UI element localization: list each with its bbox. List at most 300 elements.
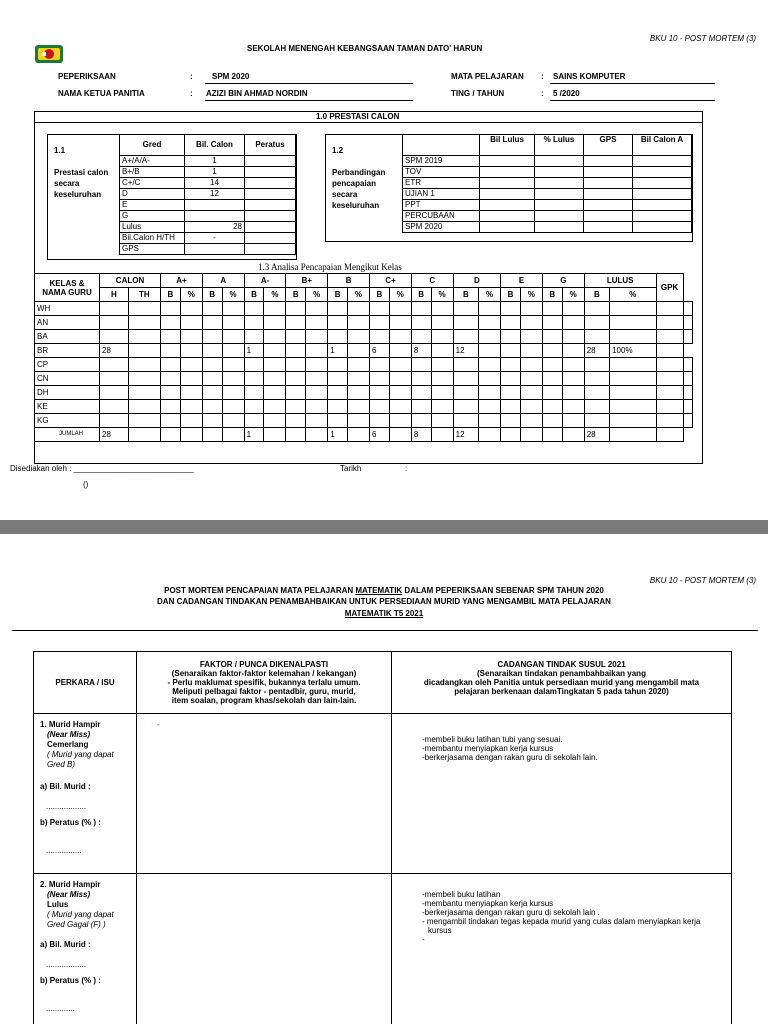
class-cell (128, 358, 160, 372)
comparison-cell (633, 178, 692, 189)
comparison-row (403, 189, 692, 200)
header-calon: CALON (100, 274, 161, 288)
class-cell (100, 316, 129, 330)
grade-cell (245, 178, 296, 189)
class-row (35, 400, 693, 414)
class-name: WH (35, 302, 100, 316)
section-1-2-number: 1.2 (332, 146, 344, 155)
class-cell (431, 316, 453, 330)
comparison-cell (480, 200, 535, 211)
class-cell: 1 (244, 428, 264, 442)
action-item: -berkerjasama dengan rakan guru di sekolah lain . (422, 908, 600, 917)
title-subject: MATEMATIK (355, 586, 403, 595)
class-name: BA (35, 330, 100, 344)
header-cadangan-sub: (Senaraikan tindakan penambahbaikan yang (477, 669, 646, 678)
class-cell (244, 372, 264, 386)
class-cell (431, 302, 453, 316)
header-grade: B (328, 274, 370, 288)
class-cell (347, 414, 369, 428)
header-grade: A- (244, 274, 286, 288)
class-cell (244, 316, 264, 330)
grade-cell: 1 (185, 167, 245, 178)
grade-cell: Bil.Calon H/TH (120, 233, 185, 244)
class-cell (128, 386, 160, 400)
class-cell (431, 372, 453, 386)
comparison-cell (535, 222, 584, 233)
class-cell (610, 428, 656, 442)
grade-cell (185, 244, 245, 255)
grade-row (120, 189, 296, 200)
class-cell (520, 316, 542, 330)
class-cell (501, 358, 521, 372)
class-cell (610, 330, 656, 344)
grade-cell (245, 233, 296, 244)
header-grade: C (411, 274, 453, 288)
class-cell (542, 344, 562, 358)
grade-cell: E (120, 200, 185, 211)
colon: : (190, 89, 193, 98)
section-1-2-desc: Perbandingan pencapaian secara keseluruhan (332, 168, 386, 210)
date-label: Tarikh (340, 464, 362, 473)
header-row (35, 274, 693, 288)
class-cell (479, 358, 501, 372)
class-cell (520, 386, 542, 400)
comparison-cell (633, 222, 692, 233)
class-cell (542, 386, 562, 400)
comparison-cell (480, 156, 535, 167)
class-cell (389, 344, 411, 358)
class-cell (562, 372, 584, 386)
class-cell (501, 330, 521, 344)
class-cell (562, 302, 584, 316)
action-item: -membantu menyiapkan kerja kursus (422, 744, 554, 753)
class-cell (161, 316, 181, 330)
header-grade: E (501, 274, 543, 288)
class-cell (389, 358, 411, 372)
class-cell (656, 358, 683, 372)
class-cell (479, 316, 501, 330)
class-cell (656, 344, 683, 358)
subheader-b: B (411, 288, 431, 302)
class-cell (180, 400, 202, 414)
cadangan-cell-1 (392, 714, 732, 874)
subheader-pct: % (389, 288, 411, 302)
subheader-pct: % (306, 288, 328, 302)
school-name: SEKOLAH MENENGAH KEBANGSAAN TAMAN DATO' HARUN (247, 44, 483, 53)
class-cell (347, 344, 369, 358)
class-cell (389, 400, 411, 414)
grade-cell (245, 222, 296, 233)
class-cell (370, 330, 390, 344)
class-cell (453, 400, 478, 414)
grade-row (120, 156, 296, 167)
comparison-row (403, 178, 692, 189)
comparison-cell (633, 156, 692, 167)
class-cell (347, 400, 369, 414)
class-cell (180, 302, 202, 316)
class-cell (328, 330, 348, 344)
class-cell (128, 344, 160, 358)
grade-cell: G (120, 211, 185, 222)
class-cell (479, 330, 501, 344)
colon: : (190, 72, 193, 81)
class-cell (479, 302, 501, 316)
class-cell: 6 (370, 344, 390, 358)
class-cell (411, 302, 431, 316)
post-mortem-title (0, 586, 768, 595)
class-cell (520, 428, 542, 442)
colon: : (541, 89, 544, 98)
class-cell (128, 330, 160, 344)
page-2 (0, 534, 768, 1024)
grade-cell: 14 (185, 178, 245, 189)
grade-row (120, 233, 296, 244)
action-item: - (422, 935, 425, 944)
action-plan-table (33, 651, 732, 1024)
class-cell (542, 358, 562, 372)
issue-note: ( Murid yang dapat Gred B) (47, 750, 114, 769)
class-cell (683, 372, 692, 386)
subheader-pct: % (479, 288, 501, 302)
section-title: 1.0 PRESTASI CALON (316, 112, 400, 121)
class-cell (501, 316, 521, 330)
class-cell (161, 344, 181, 358)
form-reference: BKU 10 - POST MORTEM (3) (649, 34, 756, 43)
comparison-cell (584, 200, 633, 211)
comparison-cell (480, 189, 535, 200)
grade-cell (245, 156, 296, 167)
class-row (35, 428, 693, 442)
class-cell (100, 302, 129, 316)
header-cadangan (392, 652, 732, 714)
class-cell (180, 330, 202, 344)
class-cell: 8 (411, 428, 431, 442)
class-cell (479, 386, 501, 400)
class-cell (453, 414, 478, 428)
subheader-b: B (244, 288, 264, 302)
grade-cell: 12 (185, 189, 245, 200)
class-cell (100, 372, 129, 386)
grade-cell: A+/A/A- (120, 156, 185, 167)
class-cell (656, 302, 683, 316)
header-faktor-title: FAKTOR / PUNCA DIKENALPASTI (199, 660, 329, 669)
class-cell (656, 414, 683, 428)
comparison-cell (535, 178, 584, 189)
class-name: KE (35, 400, 100, 414)
class-cell (453, 302, 478, 316)
class-cell (501, 386, 521, 400)
grade-cell: B+/B (120, 167, 185, 178)
class-cell (683, 330, 692, 344)
class-cell (161, 414, 181, 428)
class-cell (501, 302, 521, 316)
divider (34, 122, 702, 123)
class-row (35, 302, 693, 316)
class-cell (683, 316, 692, 330)
class-cell (610, 386, 656, 400)
class-cell (202, 428, 222, 442)
header-bil-lulus: Bil Lulus (480, 135, 535, 156)
underline (205, 100, 413, 101)
underline (550, 83, 715, 84)
class-cell (202, 414, 222, 428)
class-row (35, 316, 693, 330)
class-cell (411, 372, 431, 386)
class-cell (542, 372, 562, 386)
title-subject: MATEMATIK (344, 609, 392, 618)
class-name: KG (35, 414, 100, 428)
class-name: CP (35, 358, 100, 372)
class-cell (264, 330, 286, 344)
class-cell (453, 316, 478, 330)
class-cell: 1 (328, 428, 348, 442)
comparison-row (403, 200, 692, 211)
class-cell (584, 358, 609, 372)
class-cell (347, 386, 369, 400)
class-cell (683, 400, 692, 414)
class-cell (562, 344, 584, 358)
grade-row (120, 211, 296, 222)
class-row (35, 372, 693, 386)
class-name: AN (35, 316, 100, 330)
issue-near-miss-lulus (34, 874, 137, 1024)
class-cell (584, 316, 609, 330)
header-bil-calon-a: Bil Calon A (633, 135, 692, 156)
underline (550, 100, 715, 101)
class-cell (202, 316, 222, 330)
header-faktor-note: - Perlu maklumat spesifik, bukannya terlalu umum. (167, 678, 361, 687)
subheader-b: B (584, 288, 609, 302)
subheader-b: B (453, 288, 478, 302)
class-cell (328, 358, 348, 372)
class-cell (264, 316, 286, 330)
comparison-row (403, 167, 692, 178)
student-count-blank: .................. (46, 960, 87, 969)
class-cell (562, 330, 584, 344)
comparison-label: UJIAN 1 (403, 189, 480, 200)
class-cell (264, 400, 286, 414)
class-cell (389, 428, 411, 442)
class-analysis-table (34, 273, 693, 442)
class-cell (306, 400, 328, 414)
class-cell (683, 302, 692, 316)
class-cell (100, 414, 129, 428)
class-cell (479, 428, 501, 442)
class-cell (128, 428, 160, 442)
class-cell (347, 372, 369, 386)
class-cell (286, 414, 306, 428)
student-count-label: a) Bil. Murid : (40, 940, 91, 949)
class-cell (161, 358, 181, 372)
action-item: kursus (428, 926, 452, 935)
class-row (35, 358, 693, 372)
prepared-by: Disediakan oleh : ___________________________ (10, 464, 194, 473)
issue-note: ( Murid yang dapat Gred Gagal (F) ) (47, 910, 114, 929)
class-cell (431, 358, 453, 372)
subheader-row (35, 288, 693, 302)
class-cell (501, 400, 521, 414)
comparison-label: ETR (403, 178, 480, 189)
header-grade: A+ (161, 274, 203, 288)
class-cell (222, 344, 244, 358)
subheader-pct: % (610, 288, 656, 302)
subheader-pct: % (180, 288, 202, 302)
class-cell: 8 (411, 344, 431, 358)
class-cell (128, 400, 160, 414)
grade-cell (245, 211, 296, 222)
subheader-b: B (161, 288, 181, 302)
class-cell (370, 358, 390, 372)
class-cell (244, 330, 264, 344)
class-cell (202, 358, 222, 372)
class-cell: 1 (244, 344, 264, 358)
percentage-blank: ................ (46, 846, 82, 855)
header-faktor-note: Meliputi pelbagai faktor - pentadbir, guru, murid, (172, 687, 356, 696)
class-cell (370, 302, 390, 316)
class-cell (202, 302, 222, 316)
header-perkara-text: PERKARA / ISU (55, 678, 115, 687)
grade-cell: GPS (120, 244, 185, 255)
class-cell (389, 414, 411, 428)
comparison-label: PPT (403, 200, 480, 211)
class-cell (286, 400, 306, 414)
exam-value: SPM 2020 (212, 72, 250, 81)
subheader-b: B (328, 288, 348, 302)
class-cell (264, 428, 286, 442)
class-cell (202, 400, 222, 414)
comparison-cell (584, 189, 633, 200)
class-row (35, 386, 693, 400)
class-cell (411, 330, 431, 344)
comparison-cell (535, 156, 584, 167)
class-cell (479, 400, 501, 414)
grade-cell (245, 167, 296, 178)
class-row (35, 344, 693, 358)
class-cell (683, 414, 692, 428)
class-cell (370, 414, 390, 428)
class-cell (306, 428, 328, 442)
class-cell (584, 330, 609, 344)
issue-title: (Near Miss) (47, 730, 91, 739)
faktor-cell-2 (137, 874, 392, 1024)
class-cell (370, 400, 390, 414)
class-cell (264, 386, 286, 400)
class-cell: 6 (370, 428, 390, 442)
grade-cell (185, 200, 245, 211)
class-cell (244, 400, 264, 414)
class-cell (389, 330, 411, 344)
class-cell (389, 386, 411, 400)
header-grade: B+ (286, 274, 328, 288)
class-cell (244, 386, 264, 400)
class-cell: 28 (584, 428, 609, 442)
grade-cell (245, 200, 296, 211)
class-cell (453, 386, 478, 400)
grade-cell (245, 244, 296, 255)
comparison-cell (584, 211, 633, 222)
class-cell (520, 302, 542, 316)
class-cell (286, 316, 306, 330)
header-cadangan-sub: pelajaran berkenaan dalamTingkatan 5 pada tahun 2020) (454, 687, 669, 696)
student-count-label: a) Bil. Murid : (40, 782, 91, 791)
header-gred: Gred (120, 135, 185, 156)
class-cell (562, 316, 584, 330)
class-cell (520, 372, 542, 386)
class-cell (610, 372, 656, 386)
comparison-label: TOV (403, 167, 480, 178)
class-cell (128, 414, 160, 428)
class-cell (161, 372, 181, 386)
class-cell (306, 330, 328, 344)
form-reference: BKU 10 - POST MORTEM (3) (649, 576, 756, 585)
class-cell (542, 330, 562, 344)
class-cell (584, 372, 609, 386)
class-cell (501, 344, 521, 358)
class-cell (161, 428, 181, 442)
action-item: -membantu menyiapkan kerja kursus (422, 899, 554, 908)
class-cell (222, 428, 244, 442)
comparison-cell (633, 211, 692, 222)
class-cell (520, 330, 542, 344)
class-cell (584, 302, 609, 316)
class-cell (202, 344, 222, 358)
class-cell (347, 330, 369, 344)
percentage-blank: ............. (46, 1004, 75, 1013)
section-1-3-title: 1.3 Analisa Pencapaian Mengikut Kelas (258, 262, 402, 272)
head-value: AZIZI BIN AHMAD NORDIN (206, 89, 308, 98)
subheader-pct: % (222, 288, 244, 302)
class-cell (479, 414, 501, 428)
class-cell (180, 386, 202, 400)
header-cadangan-sub: dicadangkan oleh Panitia untuk persediaan murid yang mengambil mata (423, 678, 700, 687)
class-cell (584, 414, 609, 428)
class-cell (202, 330, 222, 344)
grade-cell: 28 (185, 222, 245, 233)
class-cell (370, 372, 390, 386)
class-cell: 1 (328, 344, 348, 358)
class-cell (453, 372, 478, 386)
comparison-cell (535, 167, 584, 178)
class-cell (562, 400, 584, 414)
comparison-cell (584, 222, 633, 233)
percentage-label: b) Peratus (% ) : (40, 818, 101, 827)
faktor-dash: - (157, 720, 160, 729)
comparison-cell (535, 200, 584, 211)
class-cell (411, 400, 431, 414)
class-cell (520, 344, 542, 358)
name-parentheses: () (83, 480, 89, 489)
class-cell (431, 428, 453, 442)
header-class: KELAS & NAMA GURU (35, 274, 100, 302)
year-label: TING / TAHUN (451, 89, 505, 98)
grade-cell (185, 211, 245, 222)
comparison-row (403, 211, 692, 222)
header-cadangan-title: CADANGAN TINDAK SUSUL 2021 (497, 660, 626, 669)
header-perkara (34, 652, 137, 714)
empty-header (403, 135, 480, 156)
class-cell (411, 414, 431, 428)
header-grade: D (453, 274, 501, 288)
comparison-label: SPM 2020 (403, 222, 480, 233)
class-cell (656, 330, 683, 344)
title-part: POST MORTEM PENCAPAIAN MATA PELAJARAN (164, 586, 356, 595)
header-pct-lulus: % Lulus (535, 135, 584, 156)
subheader-b: B (501, 288, 521, 302)
class-cell (286, 330, 306, 344)
class-cell (542, 414, 562, 428)
action-item: -berkerjasama dengan rakan guru di sekolah lain. (422, 753, 598, 762)
class-cell (347, 316, 369, 330)
